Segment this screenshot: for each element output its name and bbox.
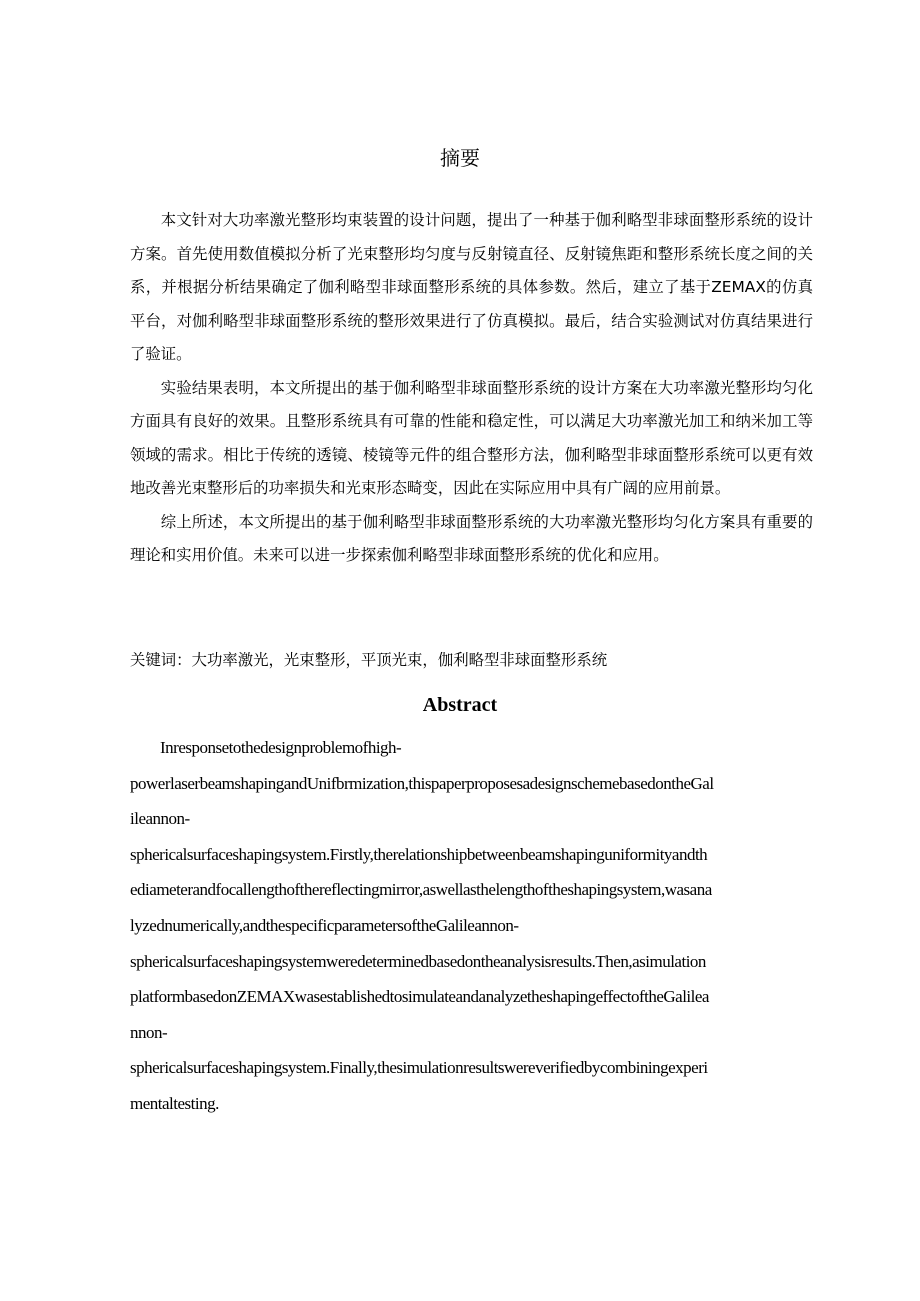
abstract-cn-paragraph: 实验结果表明，本文所提出的基于伽利略型非球面整形系统的设计方案在大功率激光整形均匀化方面具有良好的效果。且整形系统具有可靠的性能和稳定性，可以满足大功率激光加工和纳米加工等领域的需求。相比于传统的透镜、棱镜等元件的组合整形方法，伽利略型非球面整形系统可以更有效地改善光束整形后的功率损失和光束形态畸变，因此在实际应用中具有广阔的应用前景。	[130, 378, 813, 497]
abstract-cn-keywords: 关键词：大功率激光，光束整形，平顶光束，伽利略型非球面整形系统	[130, 651, 608, 669]
abstract-cn-paragraph: 本文针对大功率激光整形均束装置的设计问题，提出了一种基于伽利略型非球面整形系统的设计方案。首先使用数值模拟分析了光束整形均匀度与反射镜直径、反射镜焦距和整形系统长度之间的关系，并根据分析结果确定了伽利略型非球面整形系统的具体参数。然后，建立了基于ZEMAX的仿真平台，对伽利略型非球面整形系统的整形效果进行了仿真模拟。最后，结合实验测试对仿真结果进行了验证。	[130, 211, 813, 363]
abstract-en-line: Inresponsetothedesignproblemofhigh-	[160, 738, 402, 757]
abstract-en-line: platformbasedonZEMAXwasestablishedtosimulateandanalyzetheshapingeffectoftheGalilea	[130, 987, 709, 1007]
abstract-cn-body	[130, 204, 813, 573]
abstract-en-line: sphericalsurfaceshapingsystem.Finally,thesimulationresultswereverifiedbycombiningexperi	[130, 1058, 708, 1078]
abstract-en-title: Abstract	[422, 694, 498, 716]
abstract-en-line: nnon-	[130, 1022, 168, 1042]
abstract-en-line: sphericalsurfaceshapingsystemweredeterminedbasedontheanalysisresults.Then,asimulation	[130, 951, 706, 971]
abstract-cn-title: 摘要	[440, 146, 480, 170]
abstract-en-line: ediameterandfocallengthofthereflectingmirror,aswellasthelengthoftheshapingsystem,wasana	[130, 880, 712, 900]
abstract-en-body	[130, 730, 813, 1122]
abstract-en-line: ileannon-	[130, 809, 190, 829]
abstract-en-line: powerlaserbeamshapingandUnifbrmization,thispaperproposesadesignschemebasedontheGal	[130, 773, 714, 793]
abstract-en-line: lyzednumerically,andthespecificparametersoftheGalileannon-	[130, 915, 519, 935]
abstract-en-line: mentaltesting.	[130, 1093, 219, 1113]
abstract-cn-paragraph: 综上所述，本文所提出的基于伽利略型非球面整形系统的大功率激光整形均匀化方案具有重要的理论和实用价值。未来可以进一步探索伽利略型非球面整形系统的优化和应用。	[130, 512, 813, 564]
abstract-en-line: sphericalsurfaceshapingsystem.Firstly,therelationshipbetweenbeamshapinguniformityandth	[130, 844, 708, 864]
